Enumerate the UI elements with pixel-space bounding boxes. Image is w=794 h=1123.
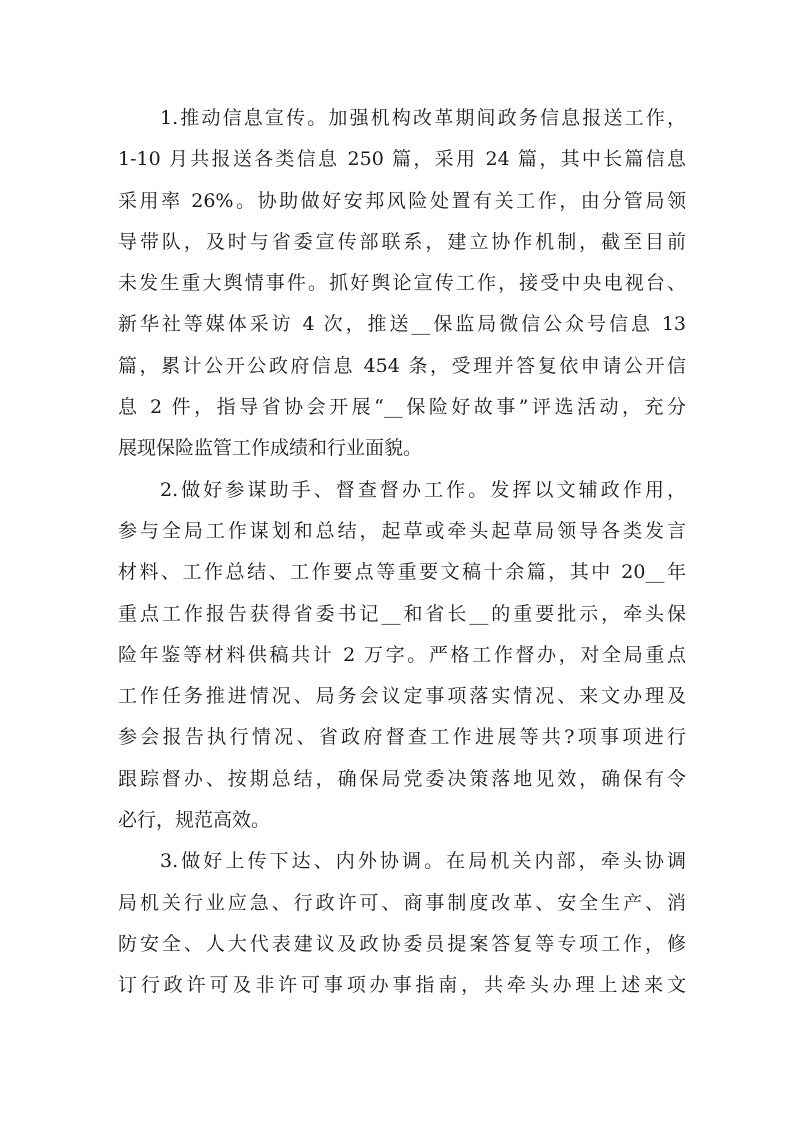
- paragraph-line: 局机关行业应急、行政许可、商事制度改革、安全生产、消: [118, 891, 686, 914]
- paragraph-last-line: 必行，规范高效。: [118, 809, 271, 832]
- paragraph-1: [118, 98, 686, 470]
- paragraph-line: 导带队，及时与省委宣传部联系，建立协作机制，截至目前: [118, 230, 686, 253]
- paragraph-line: 1.推动信息宣传。加强机构改革期间政务信息报送工作，: [160, 107, 686, 129]
- paragraph-last-line: 展现保险监管工作成绩和行业面貌。: [118, 437, 423, 460]
- paragraph-line: 订行政许可及非许可事项办事指南，共牵头办理上述来文: [118, 974, 686, 997]
- paragraph-line: 材料、工作总结、工作要点等重要文稿十余篇，其中 20__年: [118, 561, 686, 584]
- paragraph-line: 参与全局工作谋划和总结，起草或牵头起草局领导各类发言: [118, 519, 686, 542]
- paragraph-line: 1-10 月共报送各类信息 250 篇，采用 24 篇，其中长篇信息: [118, 148, 686, 171]
- paragraph-line: 参会报告执行情况、省政府督查工作进展等共?项事项进行: [118, 726, 686, 749]
- paragraph-line: 息 2 件，指导省协会开展“__保险好故事”评选活动，充分: [118, 396, 686, 419]
- paragraph-3: [118, 841, 686, 1006]
- paragraph-line: 3.做好上传下达、内外协调。在局机关内部，牵头协调: [160, 850, 686, 873]
- paragraph-line: 跟踪督办、按期总结，确保局党委决策落地见效，确保有令: [118, 767, 686, 790]
- document-body: [118, 98, 686, 1007]
- paragraph-line: 重点工作报告获得省委书记__和省长__的重要批示，牵头保: [118, 602, 686, 625]
- paragraph-line: 采用率 26%。协助做好安邦风险处置有关工作，由分管局领: [118, 189, 686, 212]
- paragraph-line: 篇，累计公开公政府信息 454 条，受理并答复依申请公开信: [118, 354, 686, 377]
- paragraph-line: 2.做好参谋助手、督查督办工作。发挥以文辅政作用，: [160, 478, 686, 501]
- paragraph-line: 未发生重大舆情事件。抓好舆论宣传工作，接受中央电视台、: [118, 272, 686, 295]
- paragraph-line: 防安全、人大代表建议及政协委员提案答复等专项工作，修: [118, 932, 686, 955]
- paragraph-line: 险年鉴等材料供稿共计 2 万字。严格工作督办，对全局重点: [118, 643, 686, 666]
- paragraph-line: 工作任务推进情况、局务会议定事项落实情况、来文办理及: [118, 685, 686, 708]
- paragraph-2: [118, 470, 686, 842]
- paragraph-line: 新华社等媒体采访 4 次，推送__保监局微信公众号信息 13: [118, 313, 686, 336]
